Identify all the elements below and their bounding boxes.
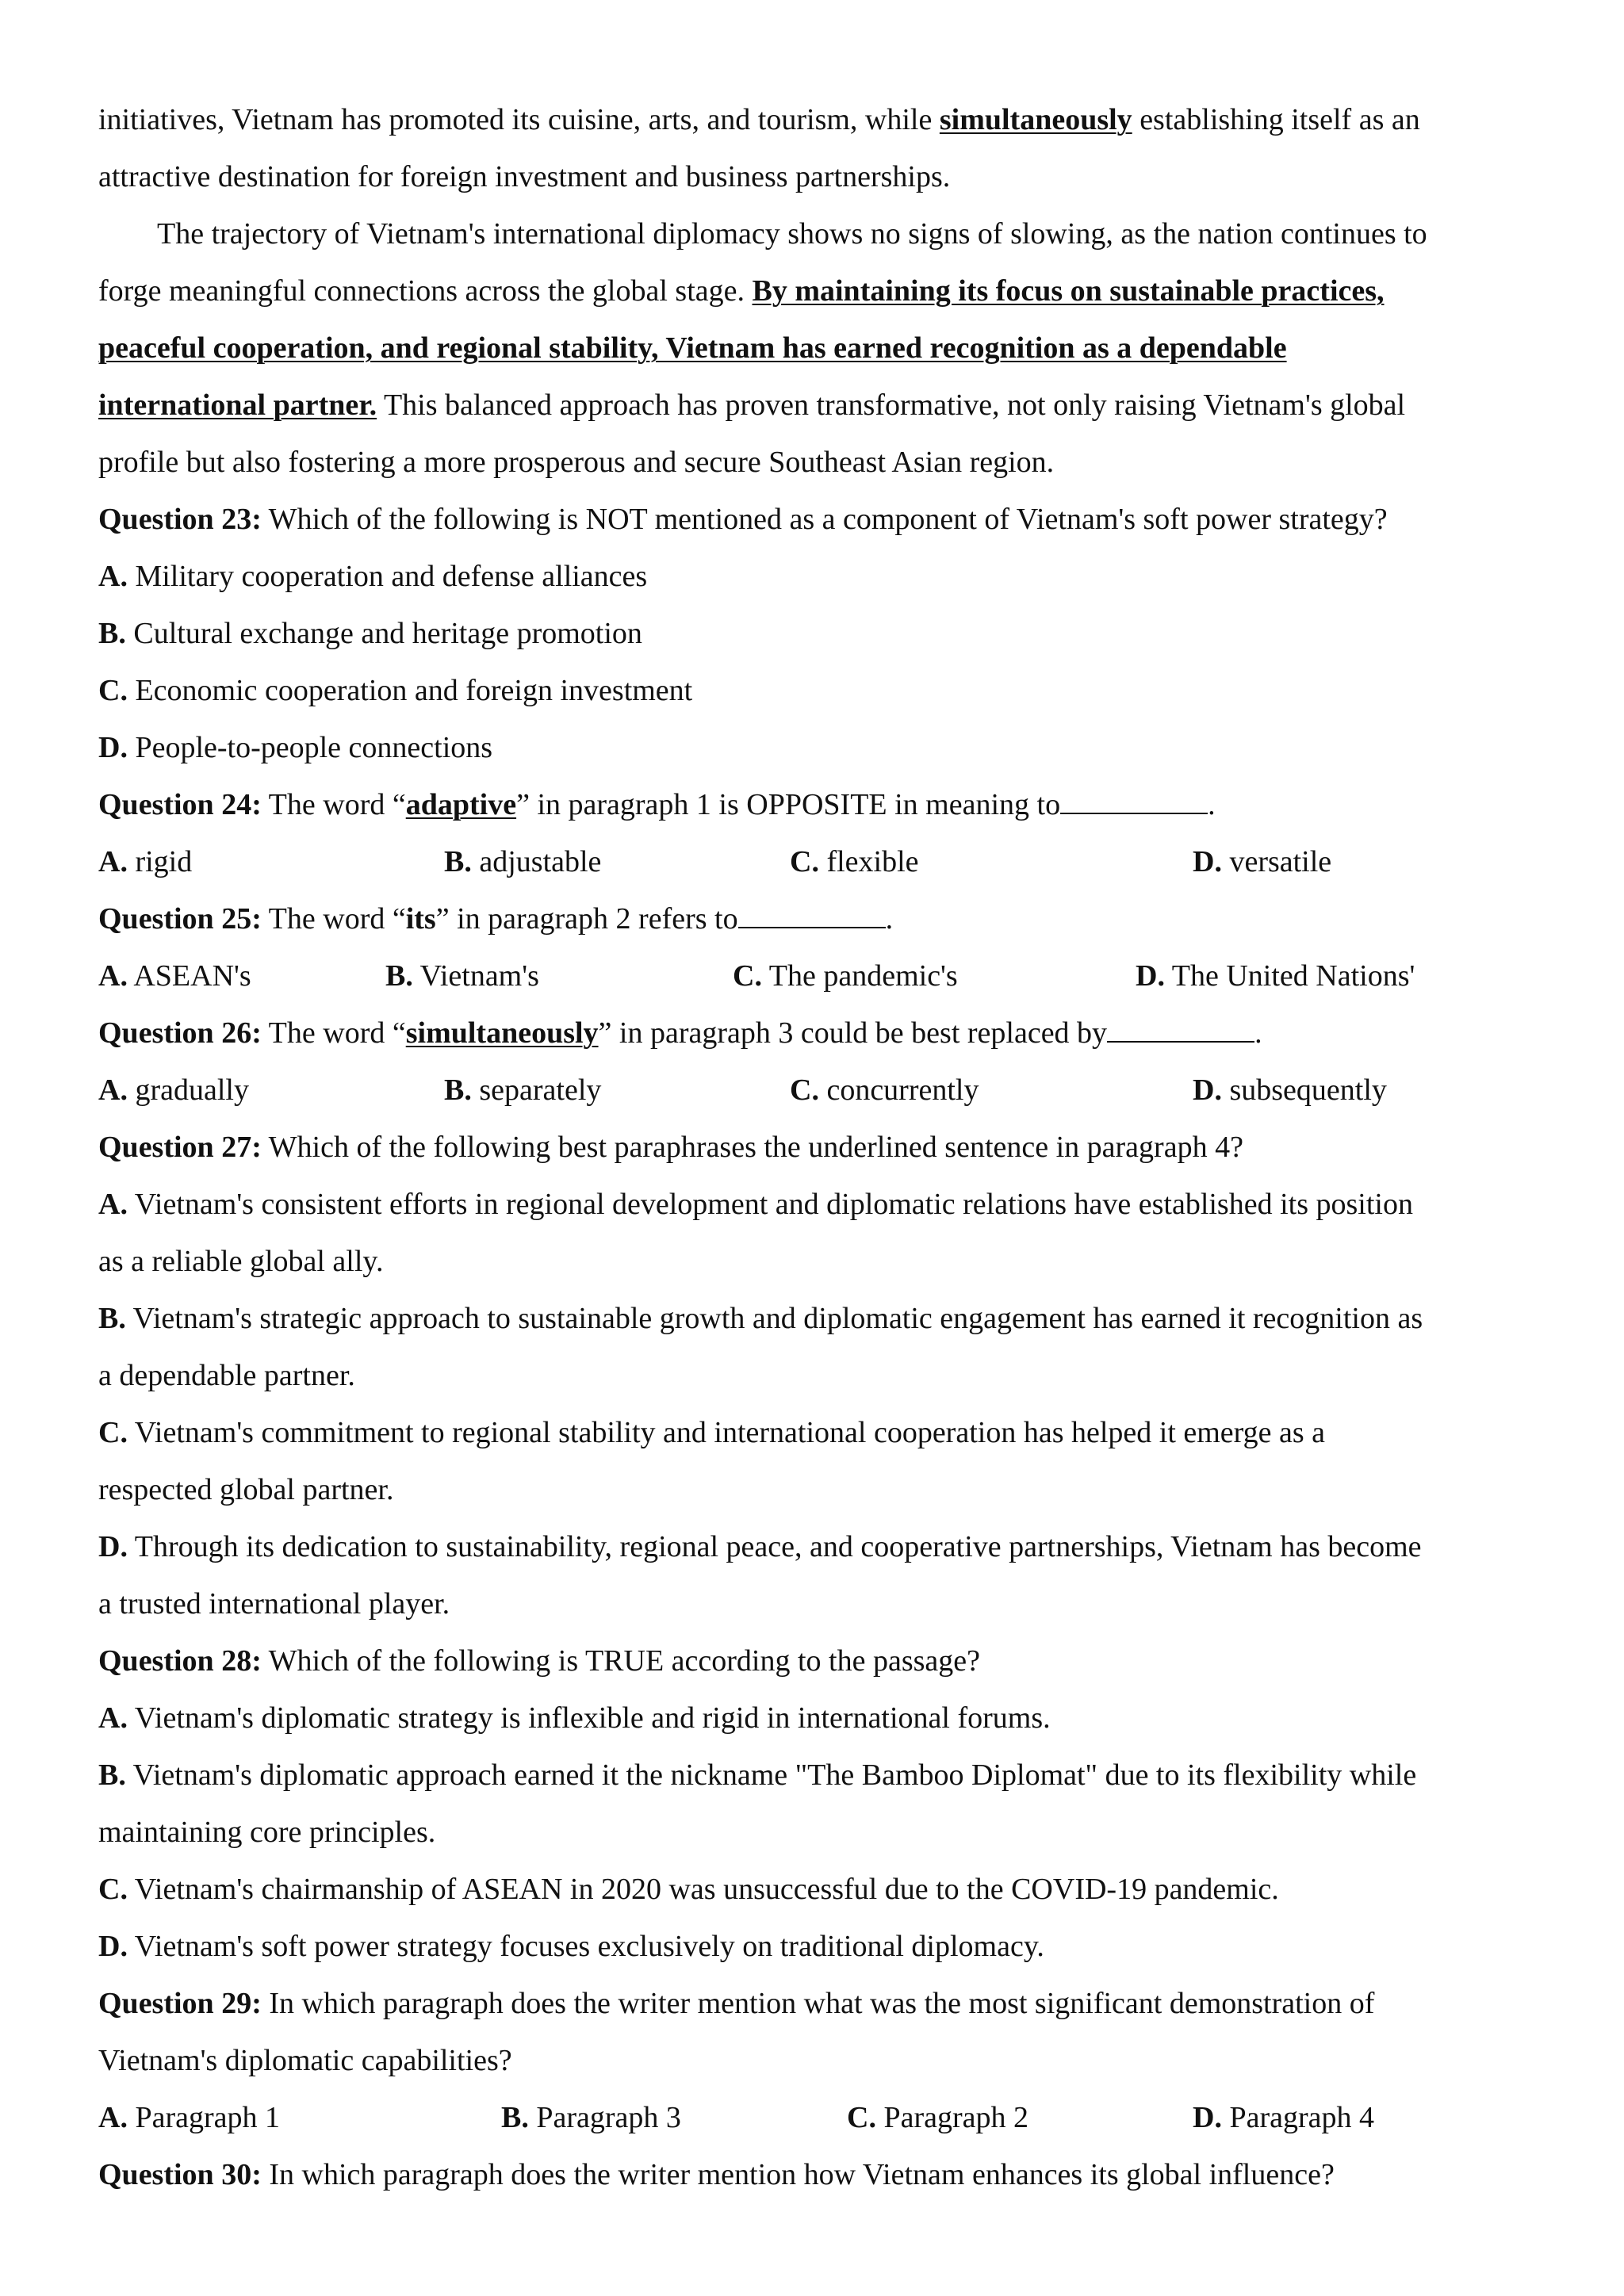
options-row (98, 833, 1542, 890)
option-c[interactable]: C. concurrently (790, 1073, 979, 1107)
option-a[interactable]: A. gradually (98, 1073, 249, 1107)
option-c[interactable]: C. The pandemic's (733, 959, 958, 993)
key-word-simultaneously: simultaneously (405, 1016, 599, 1050)
answer-blank (738, 900, 886, 928)
option-b[interactable]: B. Vietnam's (385, 959, 539, 993)
exam-page (98, 91, 1542, 2203)
option-b[interactable]: B. Cultural exchange and heritage promotion (98, 617, 642, 650)
option-c[interactable]: C. Vietnam's chairmanship of ASEAN in 2020 was unsuccessful due to the COVID-19 pandemic. (98, 1873, 1279, 1906)
passage-line (98, 320, 1542, 377)
option-c[interactable]: C. Paragraph 2 (847, 2101, 1028, 2134)
option-a[interactable]: A. Paragraph 1 (98, 2101, 280, 2134)
option-b[interactable]: B. Vietnam's diplomatic approach earned it the nickname "The Bamboo Diplomat" due to its flexibility while (98, 1758, 1417, 1792)
question-28: Question 28: Which of the following is TRUE according to the passage? (98, 1644, 981, 1678)
option-d[interactable]: D. Paragraph 4 (1193, 2101, 1374, 2134)
options-row (98, 1062, 1542, 1119)
option-b[interactable]: B. Vietnam's strategic approach to sustainable growth and diplomatic engagement has earned it recognition as (98, 1302, 1423, 1335)
passage-line: forge meaningful connections across the global stage. By maintaining its focus on sustainable practices, (98, 274, 1385, 308)
underlined-sentence: By maintaining its focus on sustainable practices, (752, 274, 1385, 308)
key-word-its: its (405, 902, 436, 936)
question-29-continued: Vietnam's diplomatic capabilities? (98, 2044, 512, 2077)
option-a[interactable]: A. ASEAN's (98, 959, 251, 993)
key-word-adaptive: adaptive (405, 788, 517, 821)
question-30: Question 30: In which paragraph does the writer mention how Vietnam enhances its global influence? (98, 2158, 1335, 2191)
question-25: Question 25: The word “its” in paragraph 2 refers to . (98, 890, 1542, 947)
option-b[interactable]: B. separately (444, 1073, 602, 1107)
options-row (98, 2089, 1542, 2146)
option-a[interactable]: A. rigid (98, 845, 193, 878)
passage-line: initiatives, Vietnam has promoted its cuisine, arts, and tourism, while simultaneously establishing itself as an (98, 103, 1420, 136)
passage-line: international partner. This balanced approach has proven transformative, not only raising Vietnam's global (98, 388, 1406, 422)
option-d[interactable]: D. versatile (1193, 845, 1332, 878)
answer-blank (1060, 786, 1208, 814)
underlined-sentence: peaceful cooperation, and regional stability, Vietnam has earned recognition as a dependable (98, 331, 1287, 365)
answer-blank (1107, 1014, 1254, 1043)
option-c[interactable]: C. flexible (790, 845, 919, 878)
option-d[interactable]: D. subsequently (1193, 1073, 1387, 1107)
passage-paragraph-4: The trajectory of Vietnam's international diplomacy shows no signs of slowing, as the nation continues to (157, 217, 1427, 251)
option-d-continued: a trusted international player. (98, 1587, 450, 1621)
option-b-continued: a dependable partner. (98, 1359, 355, 1392)
question-26: Question 26: The word “simultaneously” in paragraph 3 could be best replaced by . (98, 1004, 1542, 1062)
option-d[interactable]: D. The United Nations' (1136, 959, 1415, 993)
underlined-sentence: international partner. (98, 388, 377, 422)
option-b-continued: maintaining core principles. (98, 1816, 436, 1849)
passage-line: profile but also fostering a more prosperous and secure Southeast Asian region. (98, 446, 1055, 479)
option-a-continued: as a reliable global ally. (98, 1245, 384, 1278)
question-27: Question 27: Which of the following best paraphrases the underlined sentence in paragraph 4? (98, 1131, 1243, 1164)
option-a[interactable]: A. Vietnam's consistent efforts in regional development and diplomatic relations have established its position (98, 1188, 1413, 1221)
option-a[interactable]: A. Vietnam's diplomatic strategy is inflexible and rigid in international forums. (98, 1701, 1051, 1735)
option-d[interactable]: D. Vietnam's soft power strategy focuses exclusively on traditional diplomacy. (98, 1930, 1044, 1963)
option-a[interactable]: A. Military cooperation and defense alliances (98, 560, 648, 593)
question-23: Question 23: Which of the following is NOT mentioned as a component of Vietnam's soft power strategy? (98, 503, 1388, 536)
options-row (98, 947, 1542, 1004)
question-29: Question 29: In which paragraph does the writer mention what was the most significant demonstration of (98, 1987, 1375, 2020)
option-b[interactable]: B. Paragraph 3 (501, 2101, 681, 2134)
option-c[interactable]: C. Economic cooperation and foreign investment (98, 674, 693, 707)
option-c[interactable]: C. Vietnam's commitment to regional stability and international cooperation has helped it emerge as a (98, 1416, 1326, 1449)
key-word-simultaneously: simultaneously (939, 103, 1132, 136)
option-d[interactable]: D. Through its dedication to sustainability, regional peace, and cooperative partnerships, Vietnam has become (98, 1530, 1422, 1563)
option-c-continued: respected global partner. (98, 1473, 394, 1506)
option-d[interactable]: D. People-to-people connections (98, 731, 493, 764)
question-24: Question 24: The word “adaptive” in paragraph 1 is OPPOSITE in meaning to . (98, 776, 1542, 833)
passage-line: attractive destination for foreign investment and business partnerships. (98, 160, 951, 193)
option-b[interactable]: B. adjustable (444, 845, 602, 878)
